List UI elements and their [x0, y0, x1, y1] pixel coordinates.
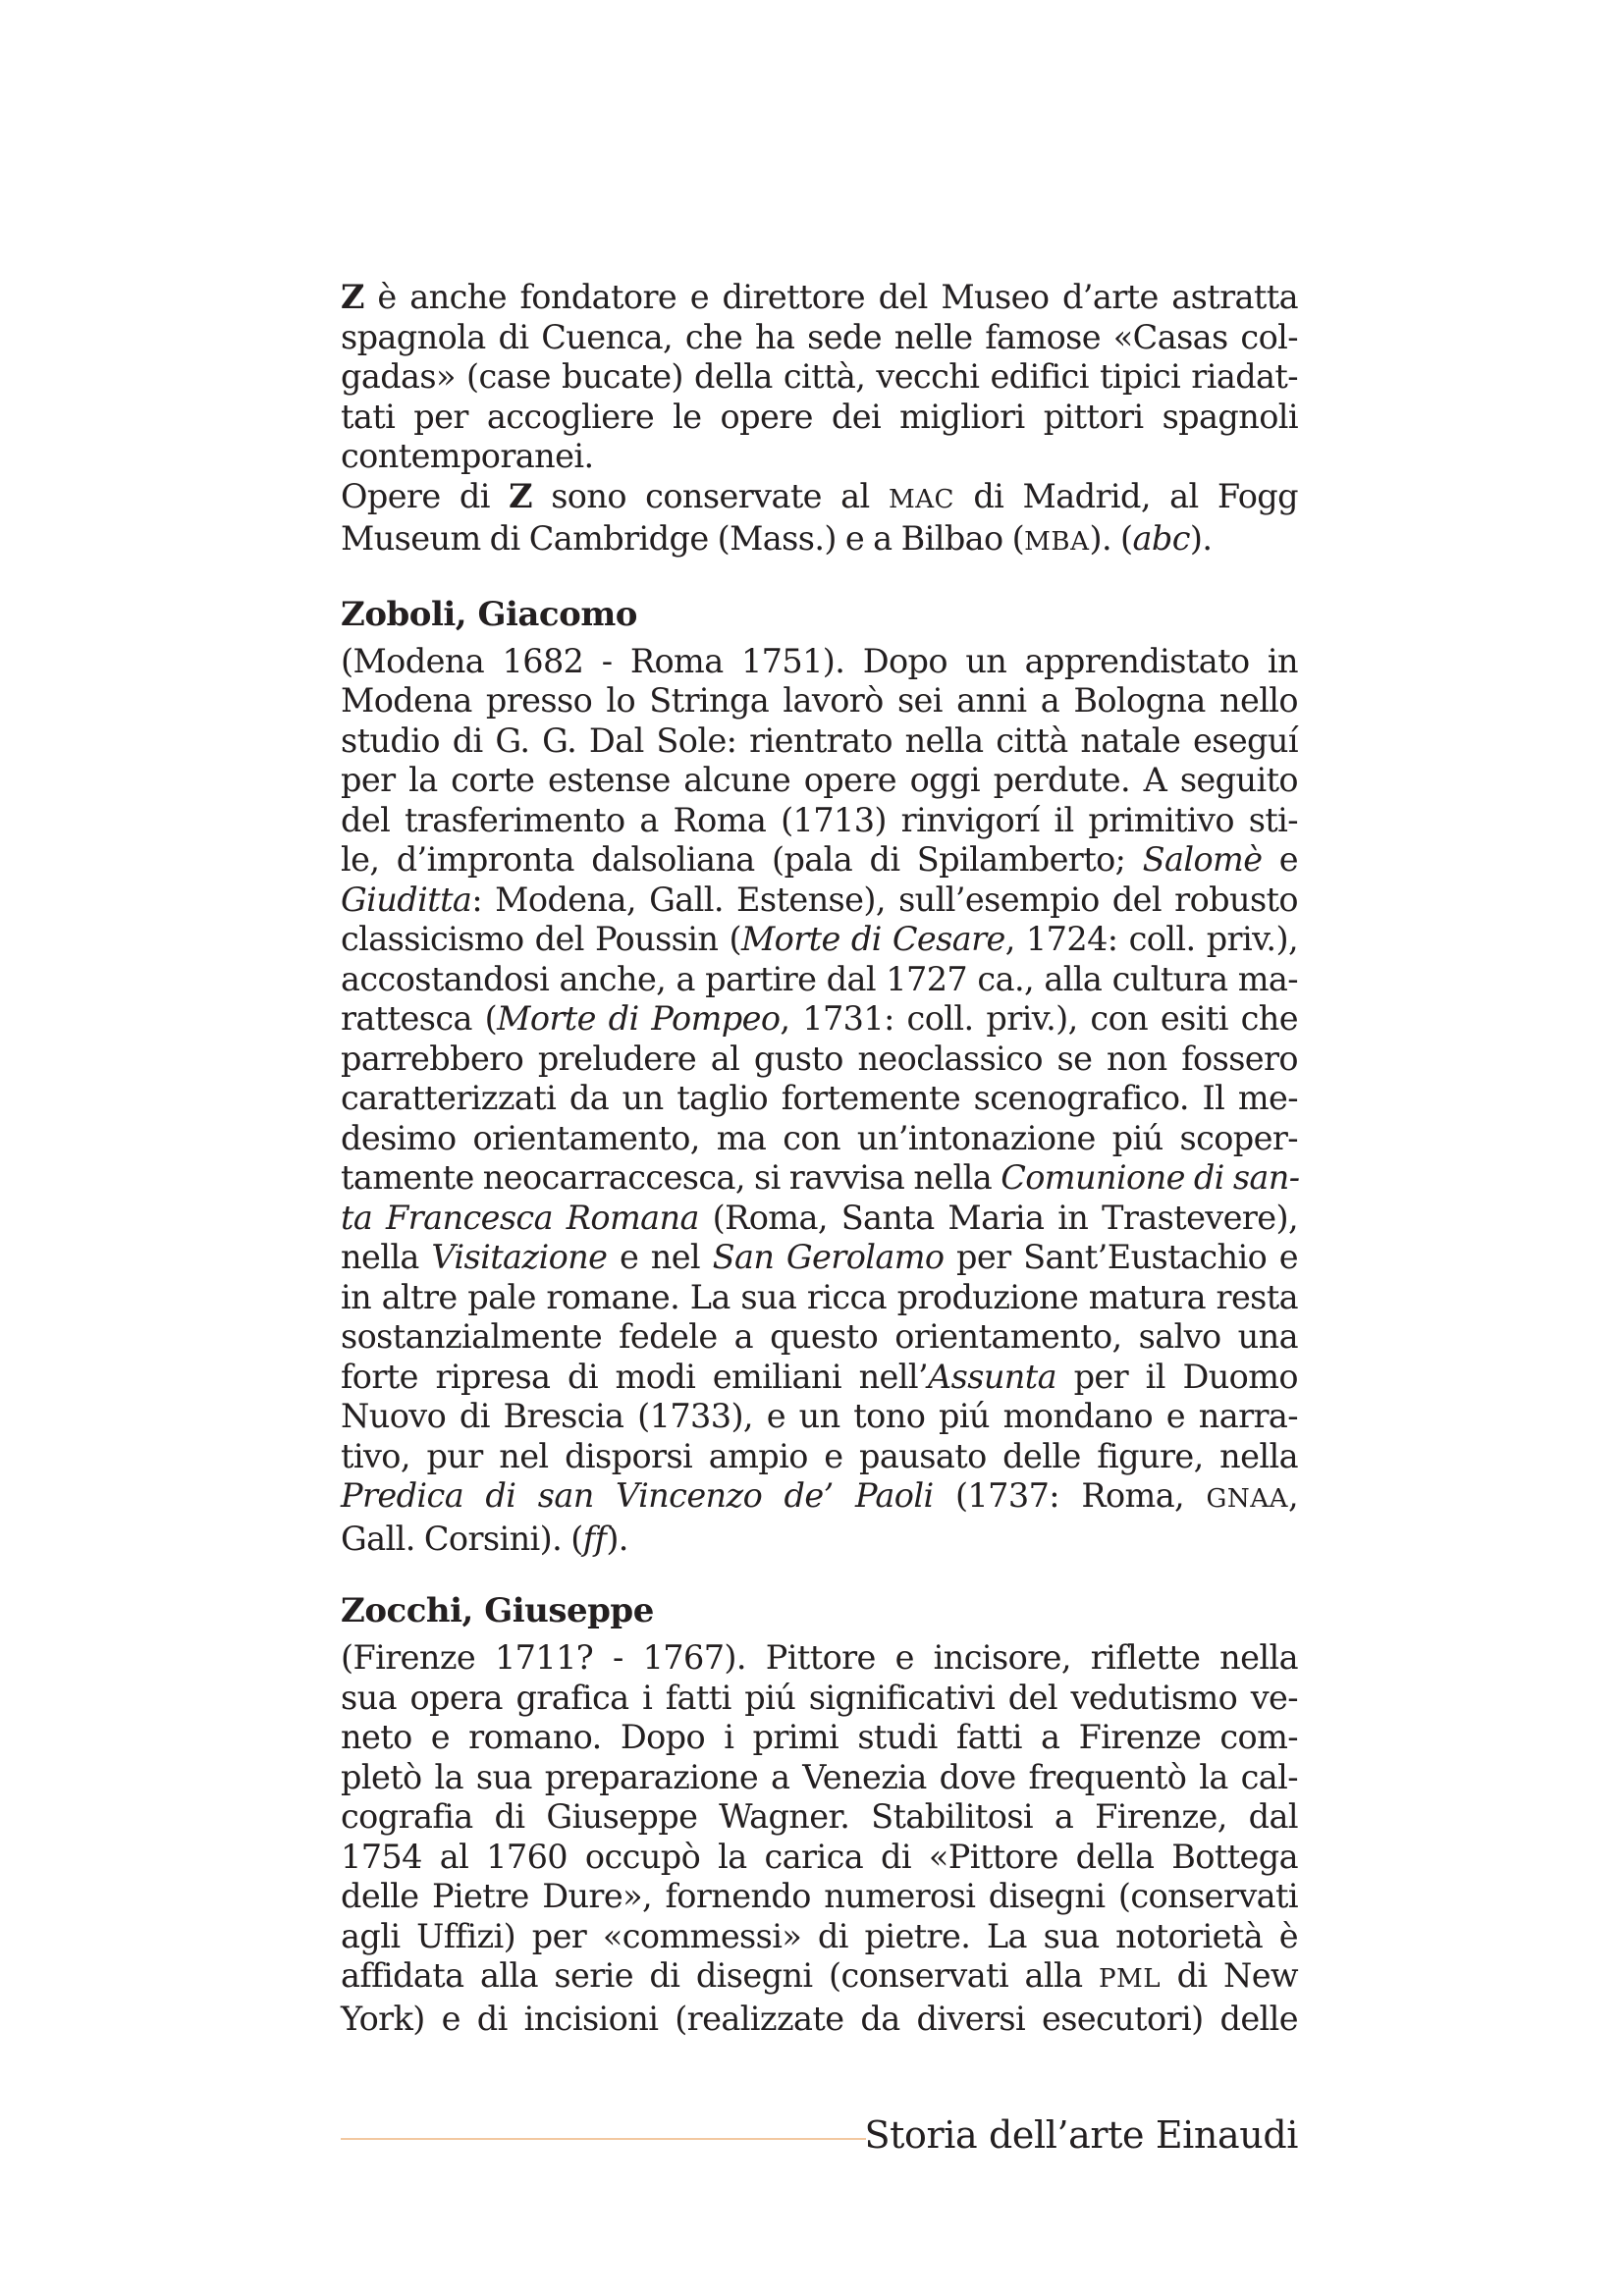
footer-title: Storia dell’arte Einaudi	[864, 2113, 1298, 2157]
text-line: nella Visitazione e nel San Gerolamo per Sant’Eustachio e	[341, 1238, 1298, 1276]
text-line: rattesca (Morte di Pompeo, 1731: coll. priv.), con esiti che	[341, 999, 1298, 1038]
text-line: forte ripresa di modi emiliani nell’Assunta per il Duomo	[341, 1357, 1298, 1396]
page-footer	[341, 2110, 1298, 2160]
text-line: (Modena 1682 - Roma 1751). Dopo un apprendistato in	[341, 641, 1298, 680]
text-line: agli Uffizi) per «commessi» di pietre. La sua notorietà è	[341, 1916, 1298, 1955]
abbreviation: MBA	[1024, 527, 1090, 557]
author-initials: abc	[1132, 519, 1190, 558]
text-line: sostanzialmente fedele a questo orientamento, salvo una	[341, 1317, 1298, 1356]
entry-title-zocchi: Zocchi, Giuseppe	[341, 1591, 654, 1630]
footer-rule	[341, 2138, 866, 2140]
artwork-title: Salomè	[1142, 840, 1263, 879]
text-line: neto e romano. Dopo i primi studi fatti a Firenze com-	[341, 1718, 1298, 1756]
artwork-title: San Gerolamo	[712, 1238, 945, 1276]
text-line: (Firenze 1711? - 1767). Pittore e incisore, riflette nella	[341, 1638, 1298, 1677]
artwork-title: Morte di Pompeo	[497, 999, 781, 1038]
text-line: accostandosi anche, a partire dal 1727 ca., alla cultura ma-	[341, 959, 1298, 998]
text-line: Opere di Z sono conservate al MAC di Madrid, al Fogg	[341, 476, 1298, 515]
artwork-title: Visitazione	[431, 1238, 608, 1276]
text-line: caratterizzati da un taglio fortemente scenografico. Il me-	[341, 1079, 1298, 1117]
text-line: Museum di Cambridge (Mass.) e a Bilbao (MBA). (abc).	[341, 519, 1213, 558]
bold-initial: Z	[509, 476, 532, 515]
text-line: tati per accogliere le opere dei migliori pittori spagnoli	[341, 397, 1298, 436]
text-line: Giuditta: Modena, Gall. Estense), sull’esempio del robusto	[341, 880, 1298, 919]
abbreviation: GNAA	[1206, 1484, 1288, 1514]
entry-title-zoboli: Zoboli, Giacomo	[341, 594, 637, 634]
text-line: gadas» (case bucate) della città, vecchi edifici tipici riadat-	[341, 357, 1298, 396]
text-line: tivo, pur nel disporsi ampio e pausato delle figure, nella	[341, 1436, 1298, 1475]
artwork-title: ta Francesca Romana	[341, 1198, 699, 1237]
text-column	[341, 278, 1298, 2039]
text-line: sua opera grafica i fatti piú significativi del vedutismo ve-	[341, 1678, 1298, 1717]
text-line: ta Francesca Romana (Roma, Santa Maria in Trastevere),	[341, 1198, 1298, 1237]
text-line: Z è anche fondatore e direttore del Museo d’arte astratta	[341, 278, 1298, 316]
text-line: desimo orientamento, ma con un’intonazione piú scoper-	[341, 1118, 1298, 1157]
text-line: affidata alla serie di disegni (conservati alla PML di New	[341, 1956, 1298, 1995]
intro-paragraph	[341, 278, 1298, 562]
text-line: cografia di Giuseppe Wagner. Stabilitosi a Firenze, dal	[341, 1797, 1298, 1836]
artwork-title: Giuditta	[341, 880, 472, 919]
text-line: Gall. Corsini). (ff).	[341, 1519, 628, 1558]
text-line: studio di G. G. Dal Sole: rientrato nella città natale eseguí	[341, 721, 1298, 760]
text-line: tamente neocarraccesca, si ravvisa nella Comunione di san-	[341, 1158, 1300, 1197]
text-line: parrebbero preludere al gusto neoclassico se non fossero	[341, 1039, 1298, 1078]
text-line: per la corte estense alcune opere oggi perdute. A seguito	[341, 761, 1298, 799]
text-line: York) e di incisioni (realizzate da diversi esecutori) delle	[341, 1999, 1298, 2038]
text-line: classicismo del Poussin (Morte di Cesare, 1724: coll. priv.),	[341, 920, 1298, 958]
entry-body-zocchi	[341, 1638, 1298, 2039]
text-line: Modena presso lo Stringa lavorò sei anni a Bologna nello	[341, 681, 1298, 720]
abbreviation: MAC	[888, 484, 955, 514]
bold-initial: Z	[341, 278, 364, 316]
abbreviation: PML	[1098, 1964, 1162, 1994]
author-initials: ff	[582, 1519, 607, 1558]
text-line: le, d’impronta dalsoliana (pala di Spilamberto; Salomè e	[341, 840, 1298, 879]
artwork-title: Assunta	[928, 1357, 1057, 1396]
text-line: Predica di san Vincenzo de’ Paoli (1737: Roma, GNAA,	[341, 1476, 1299, 1515]
entry-body-zoboli	[341, 642, 1298, 1560]
text-line: del trasferimento a Roma (1713) rinvigorí il primitivo sti-	[341, 800, 1298, 839]
artwork-title: Comunione di san-	[1001, 1158, 1300, 1197]
text-line: 1754 al 1760 occupò la carica di «Pittore della Bottega	[341, 1837, 1298, 1876]
text-line: pletò la sua preparazione a Venezia dove frequentò la cal-	[341, 1757, 1298, 1796]
text-line: delle Pietre Dure», fornendo numerosi disegni (conservati	[341, 1877, 1298, 1915]
text-line: contemporanei.	[341, 437, 594, 475]
artwork-title: Predica di san Vincenzo de’ Paoli	[341, 1476, 934, 1515]
text-line: in altre pale romane. La sua ricca produzione matura resta	[341, 1277, 1298, 1316]
text-line: spagnola di Cuenca, che ha sede nelle famose «Casas col-	[341, 317, 1298, 356]
text-line: Nuovo di Brescia (1733), e un tono piú mondano e narra-	[341, 1397, 1298, 1435]
artwork-title: Morte di Cesare	[740, 920, 1005, 958]
